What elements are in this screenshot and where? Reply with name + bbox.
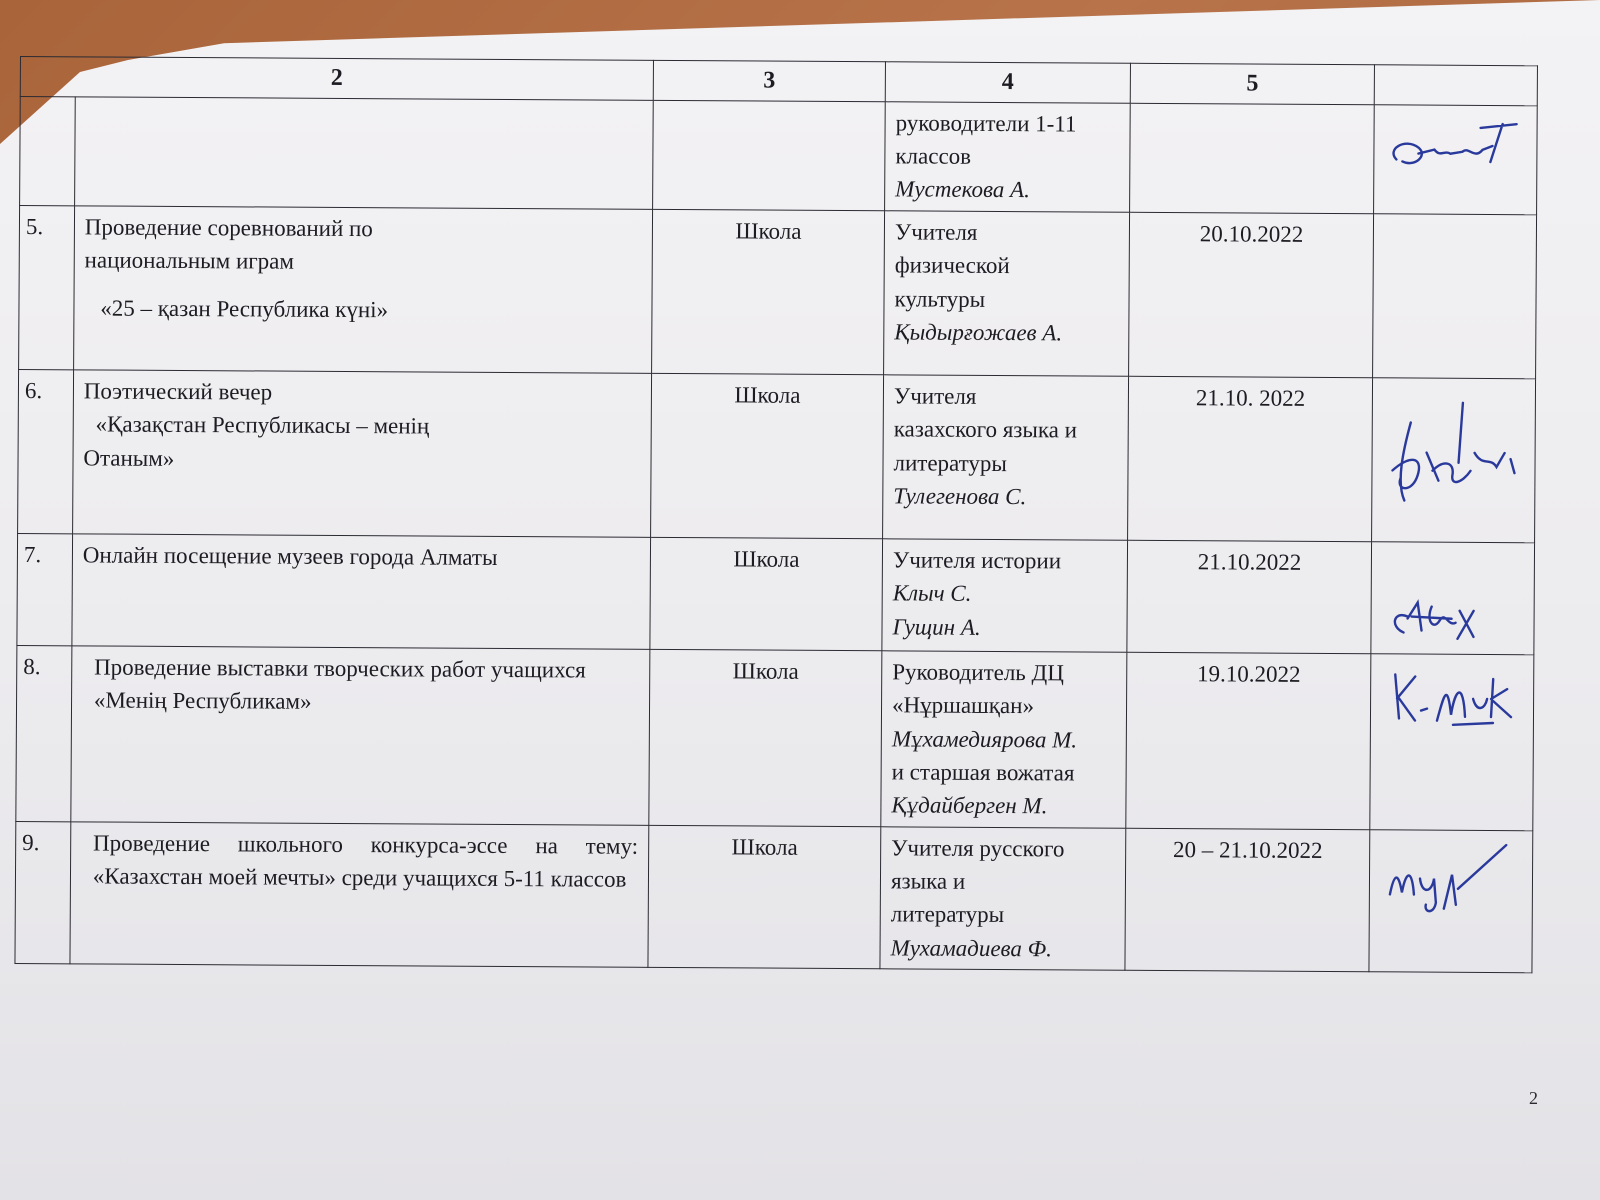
signature-cell (1373, 214, 1537, 379)
event-line: Проведение школьного конкурса-эссе на тему: «Казахстан моей мечты» среди учащихся 5-11 классов (92, 830, 639, 892)
responsible-line: литературы (893, 449, 1007, 476)
row-date: 21.10. 2022 (1127, 376, 1373, 541)
signature-cell (1371, 542, 1534, 655)
row-event (72, 534, 651, 650)
table-row (15, 821, 1533, 973)
header-col-6 (1375, 65, 1538, 106)
row-event (71, 646, 650, 825)
row-place: Школа (648, 825, 881, 969)
signature-5 (1380, 834, 1521, 925)
row-responsible (881, 651, 1127, 828)
row-date: 21.10.2022 (1127, 540, 1372, 653)
responsible-line: Учителя истории (892, 547, 1062, 574)
row-number (20, 96, 76, 205)
table-row (19, 205, 1537, 378)
row-responsible (885, 102, 1130, 213)
event-line: национальным играм (84, 247, 295, 274)
responsible-name: Құдайберген М. (891, 792, 1048, 819)
responsible-name: Гущин А. (892, 613, 981, 640)
responsible-name: Клыч С. (892, 580, 972, 606)
row-place: Школа (649, 649, 882, 826)
event-line: «Менің Республикам» (93, 687, 312, 714)
row-date (1129, 103, 1374, 214)
event-line: Отаным» (83, 444, 175, 471)
responsible-line: физической (894, 252, 1010, 279)
row-event (70, 821, 649, 967)
row-place: Школа (651, 373, 884, 538)
row-date: 20.10.2022 (1128, 212, 1374, 377)
row-event (74, 97, 653, 210)
responsible-line: Учителя (894, 219, 978, 245)
row-place: Школа (650, 537, 883, 650)
row-number: 8. (16, 645, 72, 821)
header-col-5: 5 (1130, 63, 1375, 104)
responsible-name: Тулегенова С. (893, 483, 1027, 510)
row-responsible (880, 826, 1126, 970)
row-responsible (884, 211, 1130, 376)
responsible-line: языка и (890, 868, 966, 894)
responsible-line: Учителя русского (891, 834, 1065, 861)
row-date: 19.10.2022 (1126, 652, 1372, 829)
responsible-line: Руководитель ДЦ (892, 659, 1064, 686)
signature-2 (1383, 382, 1524, 513)
signature-1 (1385, 109, 1525, 190)
responsible-name: Мустекова А. (895, 176, 1030, 203)
event-line: «25 – қазан Республика күні» (100, 295, 389, 322)
signature-4 (1381, 658, 1521, 739)
event-line: «Қазақстан Республикасы – менің (95, 411, 430, 439)
row-number: 7. (17, 533, 73, 645)
page-number: 2 (1529, 1088, 1538, 1108)
event-line: Онлайн посещение музеев города Алматы (82, 542, 498, 570)
table-row (20, 96, 1538, 214)
row-number: 5. (19, 205, 75, 369)
row-number: 9. (15, 821, 71, 964)
responsible-line: классов (895, 143, 972, 169)
responsible-line: и старшая вожатая (891, 759, 1075, 786)
header-col-4: 4 (885, 62, 1130, 103)
responsible-name: Қыдырғожаев А. (894, 319, 1063, 346)
signature-cell (1370, 654, 1534, 831)
header-col-2: 2 (20, 57, 653, 101)
signature-cell (1369, 829, 1532, 972)
signature-cell (1372, 378, 1536, 543)
event-line: Проведение соревнований по (84, 214, 373, 241)
events-table (14, 56, 1538, 973)
responsible-name: Мухамадиева Ф. (890, 934, 1052, 961)
signature-cell (1374, 105, 1537, 215)
event-line: Поэтический вечер (83, 378, 273, 405)
responsible-line: культуры (894, 285, 986, 312)
signature-3 (1382, 546, 1523, 647)
row-responsible (883, 375, 1129, 540)
header-col-3: 3 (653, 60, 885, 101)
row-place (653, 100, 886, 210)
row-place: Школа (652, 209, 885, 374)
responsible-name: Мұхамедиярова М. (891, 725, 1078, 752)
responsible-line: руководители 1-11 (895, 110, 1077, 137)
table-row (17, 533, 1535, 654)
row-date: 20 – 21.10.2022 (1125, 828, 1371, 972)
responsible-line: Учителя (893, 383, 977, 409)
table-row (18, 369, 1536, 542)
table-row (16, 645, 1534, 830)
responsible-line: литературы (890, 901, 1005, 928)
row-responsible (882, 539, 1127, 652)
row-event (72, 370, 651, 538)
row-number: 6. (18, 369, 74, 533)
row-event (73, 206, 652, 374)
event-line: Проведение выставки творческих работ учащихся (94, 654, 586, 683)
responsible-line: казахского языка и (893, 416, 1078, 443)
responsible-line: «Нұршашқан» (891, 692, 1035, 719)
